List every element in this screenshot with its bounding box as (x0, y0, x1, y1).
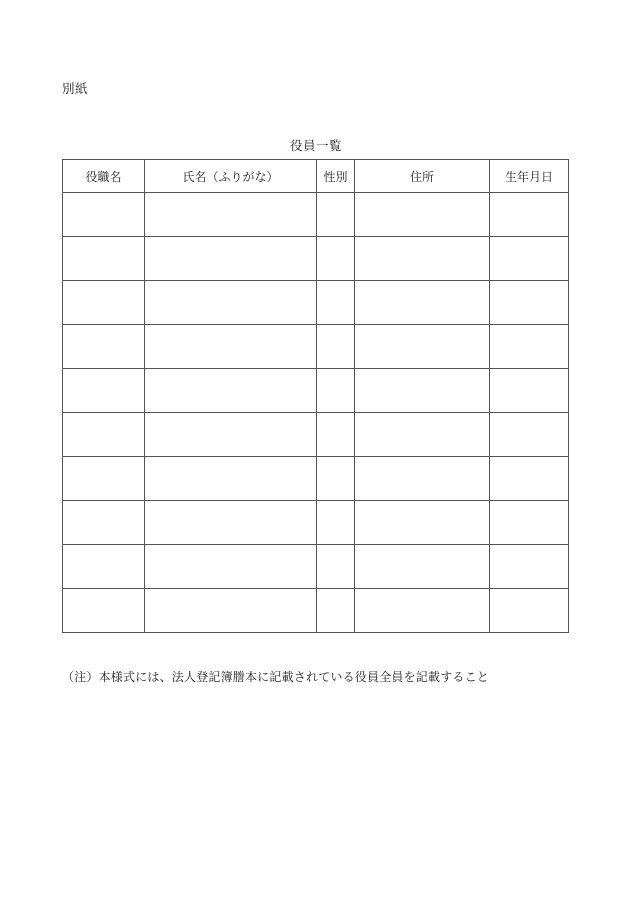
cell-birthdate[interactable] (490, 457, 569, 501)
cell-position[interactable] (63, 545, 145, 589)
cell-gender[interactable] (317, 369, 355, 413)
table-row (63, 457, 569, 501)
table-row (63, 281, 569, 325)
cell-birthdate[interactable] (490, 237, 569, 281)
table-row (63, 589, 569, 633)
table-row (63, 193, 569, 237)
cell-position[interactable] (63, 413, 145, 457)
officers-table (62, 159, 569, 633)
cell-gender[interactable] (317, 325, 355, 369)
cell-gender[interactable] (317, 501, 355, 545)
cell-position[interactable] (63, 281, 145, 325)
cell-address[interactable] (355, 369, 490, 413)
cell-position[interactable] (63, 237, 145, 281)
cell-position[interactable] (63, 457, 145, 501)
table-row (63, 413, 569, 457)
cell-address[interactable] (355, 413, 490, 457)
table-row (63, 369, 569, 413)
cell-address[interactable] (355, 281, 490, 325)
cell-gender[interactable] (317, 457, 355, 501)
cell-address[interactable] (355, 589, 490, 633)
cell-birthdate[interactable] (490, 413, 569, 457)
cell-name[interactable] (145, 369, 317, 413)
cell-name[interactable] (145, 413, 317, 457)
header-gender: 性別 (317, 160, 355, 193)
cell-name[interactable] (145, 589, 317, 633)
table-header-row (63, 160, 569, 193)
cell-birthdate[interactable] (490, 589, 569, 633)
cell-birthdate[interactable] (490, 193, 569, 237)
cell-name[interactable] (145, 501, 317, 545)
header-address: 住所 (355, 160, 490, 193)
attachment-label: 別紙 (62, 81, 89, 96)
cell-address[interactable] (355, 545, 490, 589)
cell-address[interactable] (355, 457, 490, 501)
header-name-furigana: 氏名（ふりがな） (145, 160, 317, 193)
cell-gender[interactable] (317, 545, 355, 589)
cell-position[interactable] (63, 325, 145, 369)
footnote: （注）本様式には、法人登記簿謄本に記載されている役員全員を記載すること (62, 670, 490, 684)
cell-birthdate[interactable] (490, 501, 569, 545)
document-title (0, 136, 630, 154)
cell-name[interactable] (145, 237, 317, 281)
cell-position[interactable] (63, 589, 145, 633)
cell-position[interactable] (63, 193, 145, 237)
cell-name[interactable] (145, 457, 317, 501)
cell-birthdate[interactable] (490, 281, 569, 325)
cell-address[interactable] (355, 501, 490, 545)
cell-birthdate[interactable] (490, 369, 569, 413)
document-title-text: 役員一覧 (289, 138, 342, 153)
cell-address[interactable] (355, 193, 490, 237)
cell-gender[interactable] (317, 589, 355, 633)
cell-gender[interactable] (317, 281, 355, 325)
cell-name[interactable] (145, 545, 317, 589)
header-birthdate: 生年月日 (490, 160, 569, 193)
cell-position[interactable] (63, 501, 145, 545)
cell-gender[interactable] (317, 237, 355, 281)
table-row (63, 501, 569, 545)
table-row (63, 545, 569, 589)
cell-birthdate[interactable] (490, 545, 569, 589)
table-row (63, 237, 569, 281)
cell-address[interactable] (355, 237, 490, 281)
cell-position[interactable] (63, 369, 145, 413)
cell-birthdate[interactable] (490, 325, 569, 369)
header-position: 役職名 (63, 160, 145, 193)
cell-name[interactable] (145, 193, 317, 237)
cell-gender[interactable] (317, 413, 355, 457)
table-row (63, 325, 569, 369)
cell-address[interactable] (355, 325, 490, 369)
cell-name[interactable] (145, 281, 317, 325)
cell-gender[interactable] (317, 193, 355, 237)
cell-name[interactable] (145, 325, 317, 369)
